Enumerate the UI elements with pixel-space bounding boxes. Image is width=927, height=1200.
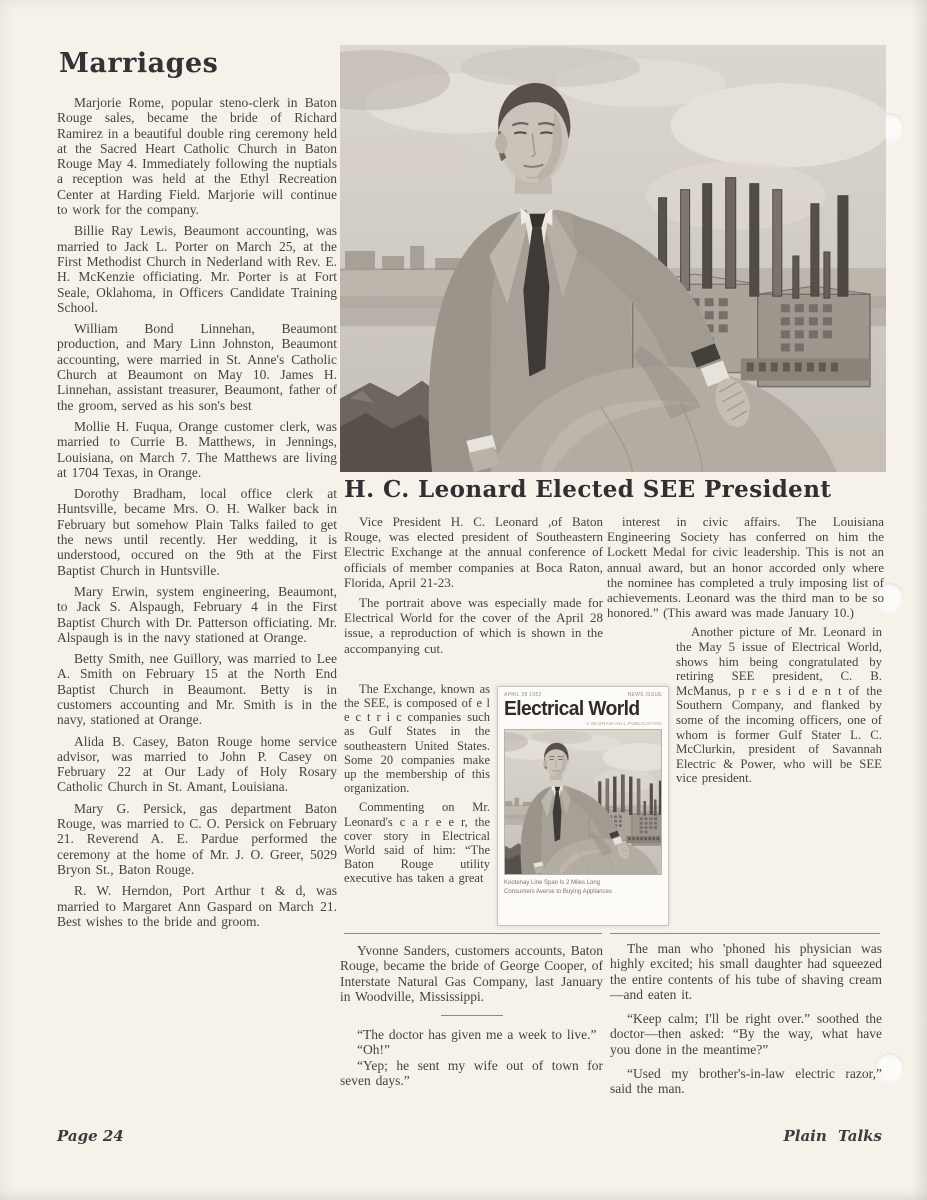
marriage-item: Mary Erwin, system engineering, Beaumont, to Jack S. Alspaugh, February 4 in the First Baptist Church with Dr. Patterson officiating. Mr. Alspaugh is in the navy stationed at Orange. <box>57 583 337 645</box>
cover-caption-line: Consumers Averse to Buying Appliances <box>504 889 612 896</box>
joke-line: “Oh!” <box>357 1042 390 1058</box>
article-paragraph: Another picture of Mr. Leonard in the May 5 issue of Electrical World, shows him being congratulated by retiring SEE president, C. B. McManus, p r e s i d e n t of the Southern Company, and flanked by some of the incoming officers, one of whom is former Gulf Stater L. C. McClurkin, president of Savannah Electric & Power, who will be SEE vice president. <box>676 625 882 786</box>
marriage-item: Alida B. Casey, Baton Rouge home service advisor, was married to John P. Casey on February 22 at Our Lady of Holy Rosary Catholic Church in St. Amant, Louisiana. <box>57 733 337 795</box>
bottom-middle-column <box>340 943 603 1088</box>
cover-masthead: Electrical World <box>504 698 640 720</box>
cover-photo-miniature <box>504 729 662 875</box>
marriage-item: R. W. Herndon, Port Arthur t & d, was married to Margaret Ann Gaspard on March 21. Best wishes to the bride and groom. <box>57 883 337 929</box>
marriage-item: Marjorie Rome, popular steno-clerk in Baton Rouge sales, became the bride of Richard Ramirez in a beautiful double ring ceremony held at the Sacred Heart Catholic Church in Baton Rouge May 4. Immediately following the nuptials a reception was held at the Ethyl Recreation Center at Harding Field. Marjorie will continue to work for the company. <box>57 95 337 218</box>
marriages-heading: Marriages <box>59 48 219 79</box>
article-paragraph: Vice President H. C. Leonard ,of Baton Rouge, was elected president of Southeastern Electric Exchange at the annual conference of officials of member companies at Boca Raton, Florida, April 21-23. <box>344 514 603 590</box>
section-divider <box>610 933 880 934</box>
joke-paragraph: “Used my brother's-in-law electric razor,” said the man. <box>610 1066 882 1097</box>
joke-paragraph: The man who 'phoned his physician was highly excited; his small daughter had squeezed the entire contents of his tube of shaving cream—and eaten it. <box>610 941 882 1002</box>
marriage-item: Mary G. Persick, gas department Baton Rouge, was married to C. O. Persick on February 21. Reverend A. E. Pardue performed the ceremony at the home of Mr. J. O. Greer, 5029 Bryon St., Baton Rouge. <box>57 800 337 877</box>
marriage-item: Betty Smith, nee Guillory, was married to Lee A. Smith on February 15 at the North End Baptist Church in Beaumont. Betty is in customers accounting and Mr. Smith is in the navy, stationed at Orange. <box>57 651 337 728</box>
article-paragraph: interest in civic affairs. The Louisiana Engineering Society has conferred on him the Lockett Medal for civic leadership. This is not an annual award, but an honor accorded only where the nominee has completed a truly imposing list of achievements. Leonard was the third man to be so honored.” (This award was made January 10.) <box>607 514 884 621</box>
mini-divider <box>441 1015 503 1016</box>
section-divider <box>344 933 602 934</box>
page-edge-shading <box>0 1190 927 1200</box>
cover-issue: NEWS ISSUE <box>627 692 662 698</box>
page-edge-shading <box>911 0 927 1200</box>
article-paragraph: The portrait above was especially made for Electrical World for the cover of the April 28 issue, a reproduction of which is shown in the accompanying cut. <box>344 595 603 656</box>
cover-caption-line: Kootenay Line Span Is 2 Miles Long <box>504 880 601 887</box>
marriage-item: Mollie H. Fuqua, Orange customer clerk, was married to Currie B. Matthews, in Jennings, Louisiana, on March 7. The Matthews are living at 1704 Texas, in Orange. <box>57 418 337 480</box>
publication-name: Plain Talks <box>783 1127 882 1145</box>
cover-date: APRIL 28 1952 <box>504 692 542 698</box>
joke-line: “Yep; he sent my wife out of town for seven days.” <box>340 1057 603 1089</box>
joke-line: “The doctor has given me a week to live.” <box>357 1027 597 1043</box>
marriages-section <box>57 48 337 935</box>
article-paragraph: Commenting on Mr. Leonard's c a r e e r, the cover story in Electrical World said of him: “The Baton Rouge utility executive has taken a great <box>344 800 490 886</box>
cover-captions <box>504 879 662 897</box>
article-body <box>344 514 886 936</box>
article-paragraph: The Exchange, known as the SEE, is composed of e l e c t r i c companies such as Gulf States in the southeastern United States. Some 20 companies make up the membership of this organization. <box>344 681 490 796</box>
wedding-note: Yvonne Sanders, customers accounts, Baton Rouge, became the bride of George Cooper, of Interstate Natural Gas Company, last January in Woodville, Mississippi. <box>340 943 603 1004</box>
cover-subtitle: A McGRAW-HILL PUBLICATION <box>586 721 662 727</box>
marriage-item: Billie Ray Lewis, Beaumont accounting, was married to Jack L. Porter on March 25, at the First Methodist Church in Nederland with Rev. E. H. McKenzie officiating. Mr. Porter is at Fort Seale, Oklahoma, in Officers Candidate Training School. <box>57 223 337 315</box>
marriage-item: Dorothy Bradham, local office clerk at Huntsville, became Mrs. O. H. Walker back in February but somehow Plain Talks failed to get the news until recently. Her wedding, it is understood, occured on the 9th at the First Baptist Church in Huntsville. <box>57 486 337 578</box>
leonard-portrait-photo <box>340 45 886 472</box>
electrical-world-cover-inset <box>497 686 669 926</box>
page-number: Page 24 <box>57 1127 124 1145</box>
article-headline: H. C. Leonard Elected SEE President <box>344 476 832 503</box>
joke-paragraph: “Keep calm; I'll be right over.” soothed the doctor—then asked: “By the way, what have you done in the meantime?” <box>610 1011 882 1057</box>
bottom-right-column <box>610 941 882 1106</box>
marriage-item: William Bond Linnehan, Beaumont production, and Mary Linn Johnston, Beaumont accounting, were married in St. Anne's Catholic Church at Beaumont on May 10. James H. Linnehan, assistant treasurer, Beaumont, father of the groom, served as his son's best <box>57 321 337 413</box>
